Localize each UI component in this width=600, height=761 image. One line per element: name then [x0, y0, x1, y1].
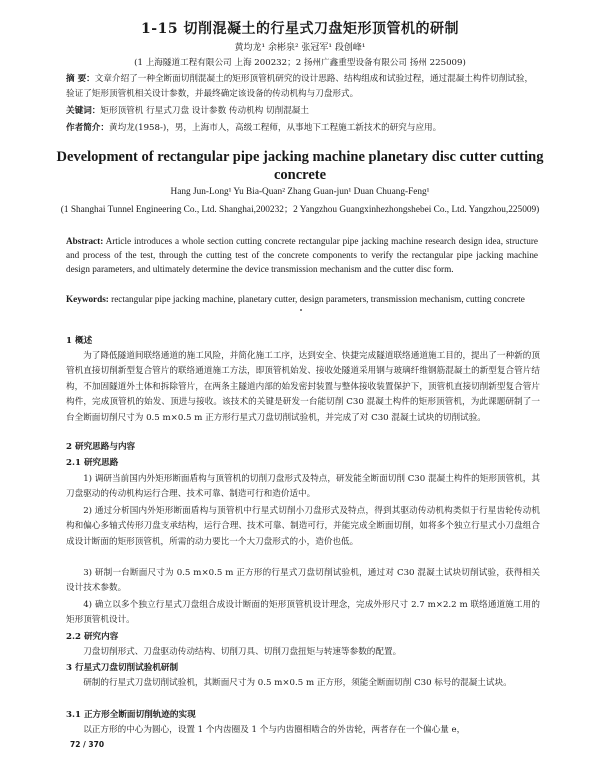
section-1-heading: 1 概述 — [66, 336, 93, 346]
keywords-en-text: rectangular pipe jacking machine, planetary cutter, design parameters, transmission mechanism, cutting concrete — [111, 294, 525, 304]
keywords-zh — [66, 104, 538, 119]
section-2-1-heading: 2.1 研究思路 — [66, 458, 119, 468]
section-3-1-heading: 3.1 正方形全断面切削轨迹的实现 — [66, 710, 196, 720]
separator-dot — [300, 309, 302, 311]
section-3-1-text: 以正方形的中心为圆心，设置 1 个内齿圈及 1 个与内齿圈相啮合的外齿轮，两者存在一个偏心量 e， — [83, 725, 466, 735]
paper-title-en: Development of rectangular pipe jacking machine planetary disc cutter cutting concrete — [56, 149, 544, 183]
section-2-2-heading: 2.2 研究内容 — [66, 632, 119, 642]
affiliation-en: (1 Shanghai Tunnel Engineering Co., Ltd. Shanghai,200232；2 Yangzhou Guangxinhezhongshebei Co., Ltd. Yangzhou,225009) — [60, 205, 540, 215]
keywords-zh-label: 关键词： — [66, 106, 101, 116]
abstract-zh — [66, 72, 538, 101]
section-2-1-item-4: 4) 确立以多个独立行星式刀盘组合成设计断面的矩形顶管机设计理念，完成外形尺寸 2.7 m×2.2 m 联络通道施工用的矩形顶管机设计。 — [66, 600, 540, 626]
page-number: 72 / 370 — [70, 740, 105, 749]
section-1-text: 为了降低隧道间联络通道的施工风险，并简化施工工序，达到安全、快捷完成隧道联络通道施工目的，提出了一种新的顶管机直接切削新型复合管片的联络通道施工方法，即顶管机始发、接收处隧道采用钢与玻璃纤维钢筋混凝土的新型复合管片结构，不加固隧道外土体和拆除管片，在两条主隧道内部的始发密封装置与整体接收装置保护下，顶管机直接切削新型复合管片构件，完成顶管机的始发、顶进与接收。该技术的关键是研发一台能切削 C30 混凝土构件的矩形顶管机，为此课题研制了一台全断面切削尺寸为 0.5 m×0.5 m 正方形行星式刀盘切削试验机，并完成了对 C30 混凝土试块的切削试验。 — [66, 351, 540, 423]
author-list-zh: 黄均龙¹ 余彬泉² 张冠军¹ 段创峰¹ — [234, 43, 366, 53]
abstract-en-label: Abstract: — [66, 236, 104, 246]
abstract-en-text: Article introduces a whole section cutting concrete rectangular pipe jacking machine research design idea, structure and process of the test, through the cutting test of the concrete components to verify the rectangular pipe jacking machine design parameters, and ultimately determine the device transmission mechanism and the cutter disc form. — [66, 236, 538, 275]
section-2-1-item-3: 3) 研制一台断面尺寸为 0.5 m×0.5 m 正方形的行星式刀盘切削试验机，通过对 C30 混凝土试块切削试验，获得相关设计技术参数。 — [66, 568, 540, 594]
abstract-zh-text: 文章介绍了一种全断面切削混凝土的矩形顶管机研究的设计思路、结构组成和试验过程，通过混凝土构件切削试验，验证了矩形顶管机相关设计参数，并最终确定该设备的传动机构与刀盘形式。 — [66, 74, 534, 99]
author-list-en: Hang Jun-Long¹ Yu Bia-Quan² Zhang Guan-jun¹ Duan Chuang-Feng¹ — [170, 187, 430, 197]
section-2-1-item-2: 2) 通过分析国内外矩形断面盾构与顶管机中行星式切削小刀盘形式及特点，得到其驱动传动机构类似于行星齿轮传动机构和偏心多轴式传形刀盘支承结构，运行合理、技术可靠、制造可行，并能完成全断面切削，如将多个独立行星式小刀盘组合成设计断面的矩形顶管机，所需的动力要比一个大刀盘形式的小，造价也低。 — [66, 506, 540, 547]
author-intro-zh-label: 作者简介： — [66, 123, 109, 133]
paper-title-zh: 1-15 切削混凝土的行星式刀盘矩形顶管机的研制 — [141, 21, 459, 37]
keywords-zh-text: 矩形顶管机 行星式刀盘 设计参数 传动机构 切削混凝土 — [100, 106, 309, 116]
author-intro-zh — [66, 121, 538, 136]
section-2-2-text: 刀盘切削形式、刀盘驱动传动结构、切削刀具、切削刀盘扭矩与转速等参数的配置。 — [83, 647, 402, 657]
section-3-text: 研制的行星式刀盘切削试验机，其断面尺寸为 0.5 m×0.5 m 正方形，须能全断面切削 C30 标号的混凝土试块。 — [83, 678, 512, 688]
abstract-en — [66, 234, 538, 277]
abstract-zh-label: 摘 要： — [66, 74, 95, 84]
section-3-heading: 3 行星式刀盘切削试验机研制 — [66, 663, 179, 673]
section-2-heading: 2 研究思路与内容 — [66, 442, 136, 452]
keywords-en — [66, 292, 538, 306]
author-intro-zh-text: 黄均龙(1958-)，男，上海市人，高级工程师，从事地下工程施工新技术的研究与应用。 — [108, 123, 442, 133]
affiliation-zh: (1 上海隧道工程有限公司 上海 200232；2 扬州广鑫重型设备有限公司 扬州 225009) — [134, 58, 466, 68]
keywords-en-label: Keywords: — [66, 294, 109, 304]
section-2-1-item-1: 1) 调研当前国内外矩形断面盾构与顶管机的切削刀盘形式及特点，研发能全断面切削 C30 混凝土构件的矩形顶管机，其刀盘驱动的传动机构运行合理、技术可靠、制造可行和造价适中。 — [66, 474, 540, 500]
